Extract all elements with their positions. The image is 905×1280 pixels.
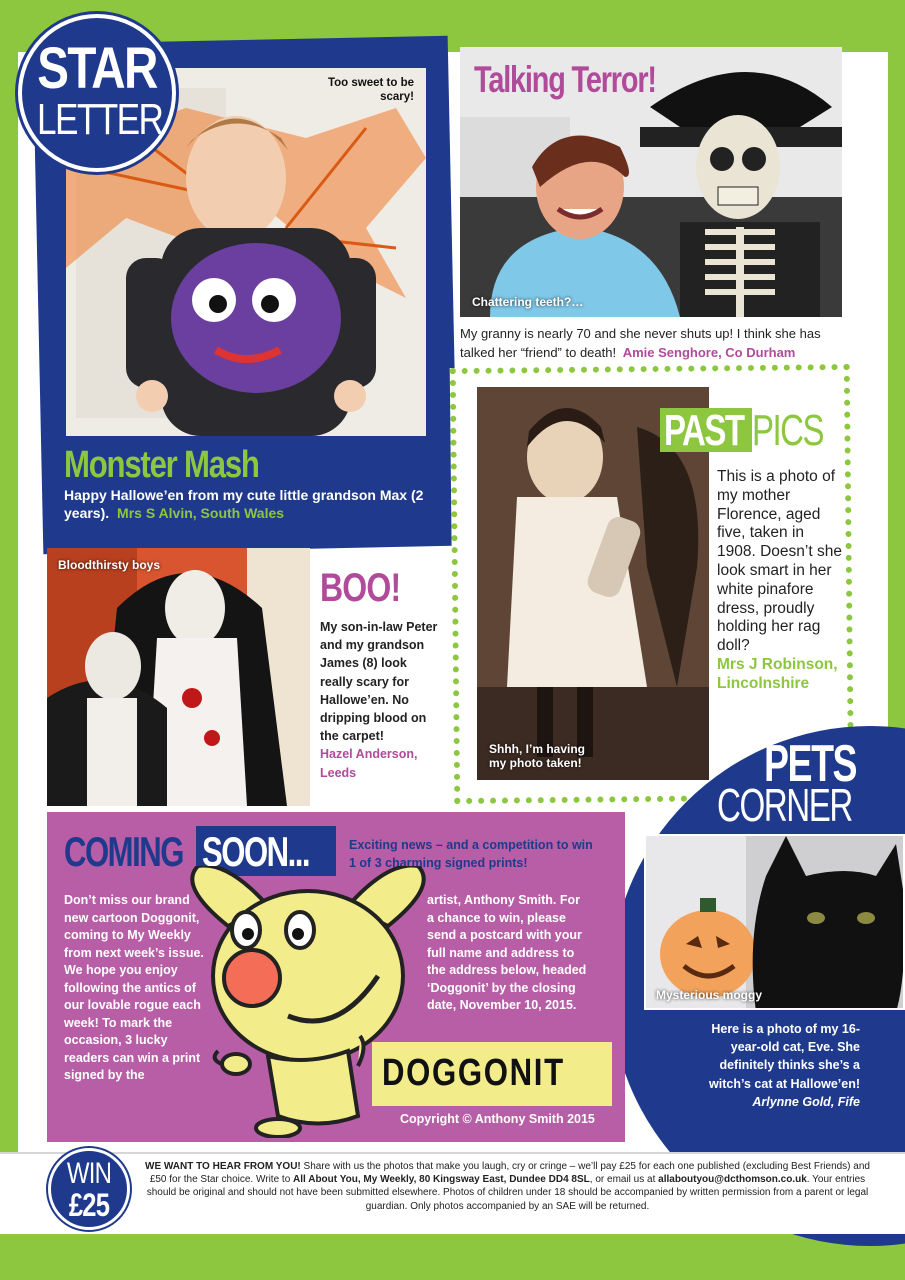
star-letter-title: Monster Mash	[64, 444, 259, 486]
coming-soon-title-b: SOON...	[202, 828, 310, 875]
coming-soon-tagline: Exciting news – and a competition to win 1 of 3 charming signed prints!	[349, 838, 593, 870]
past-pics-body	[717, 468, 845, 694]
talking-terror-body	[460, 324, 850, 362]
footer-text-part2: , or email us at	[589, 1174, 659, 1186]
star-letter-badge	[18, 14, 176, 172]
win-badge-line2: £25	[68, 1187, 110, 1223]
footer-text-part3: . Your entries should be original and should not have been submitted elsewhere. Photos of children under 18 should be accompanied by written permission from a parent or legal guardian. Only photos accompanied by an SAE will be returned.	[146, 1174, 869, 1212]
win-badge-line1: WIN	[66, 1157, 112, 1190]
coming-soon-right-text: artist, Anthony Smith. For a chance to win, please send a postcard with your full name and address to the address below, headed ‘Doggonit’ by the closing date, November 10, 2015.	[427, 893, 587, 1012]
boo-credit: Hazel Anderson, Leeds	[320, 747, 418, 780]
footer-headline: WE WANT TO HEAR FROM YOU!	[145, 1161, 301, 1172]
boo-body	[320, 618, 442, 782]
talking-terror-credit: Amie Senghore, Co Durham	[622, 345, 796, 360]
pets-corner-photo-caption: Mysterious moggy	[656, 988, 763, 1002]
past-pics-caption-line1: Shhh, I’m having	[489, 742, 586, 756]
star-letter-body	[64, 486, 434, 522]
past-pics-caption-line2: my photo taken!	[489, 756, 582, 770]
past-pics-text: This is a photo of my mother Florence, aged five, taken in 1908. Doesn’t she look smart in her white pinafore dress, proudly holding her rag doll?	[717, 468, 842, 655]
talking-terror-title: Talking Terror!	[474, 59, 656, 100]
coming-soon-title-a: COMING	[64, 828, 183, 875]
boo-photo-caption: Bloodthirsty boys	[58, 558, 161, 572]
boo-photo	[47, 548, 310, 806]
star-letter-text: Happy Hallowe’en from my cute little grandson Max (2 years).	[64, 487, 424, 521]
pets-corner-title-line1: PETS	[764, 735, 857, 793]
pets-corner-text: Here is a photo of my 16-year-old cat, Eve. She definitely thinks she’s a witch’s cat at Hallowe’en!	[709, 1022, 860, 1091]
boo-title: BOO!	[320, 566, 401, 610]
badge-letter-text: LETTER	[37, 95, 163, 144]
pets-corner-title-line2: CORNER	[717, 779, 852, 831]
talking-terror-text: My granny is nearly 70 and she never shuts up! I think she has talked her “friend” to death!	[460, 326, 821, 360]
past-pics-title-bold: PAST	[664, 406, 744, 455]
talking-terror-photo	[460, 47, 842, 317]
doggonit-logo: DOGGONIT	[382, 1052, 565, 1094]
footer-text	[140, 1160, 875, 1213]
coming-soon-left-text: Don’t miss our brand new cartoon Doggonit, coming to My Weekly from next week’s issue. We hope you enjoy following the antics of our lovable rogue each week! To mark the occasion, 3 lucky readers can win a print signed by the	[64, 893, 204, 1082]
footer-text-part1: Share with us the photos that make you laugh, cry or cringe – we’ll pay £25 for each one published (excluding Best Friends) and £50 for the Star choice. Write to	[149, 1161, 870, 1186]
footer-address: All About You, My Weekly, 80 Kingsway East, Dundee DD4 8SL	[293, 1174, 590, 1186]
star-letter-photo-caption: Too sweet to be scary!	[327, 77, 414, 103]
pets-corner-photo	[644, 834, 905, 1010]
badge-star-text: STAR	[37, 36, 157, 101]
star-letter-credit: Mrs S Alvin, South Wales	[117, 505, 285, 521]
doggonit-copyright: Copyright © Anthony Smith 2015	[400, 1112, 595, 1126]
pets-corner-credit: Arlynne Gold, Fife	[752, 1094, 860, 1109]
boo-text: My son-in-law Peter and my grandson James (8) look really scary for Hallowe’en. No dripping blood on the carpet!	[320, 620, 438, 744]
past-pics-title-light: PICS	[752, 406, 824, 455]
footer-email[interactable]: allaboutyou@dcthomson.co.uk	[658, 1174, 807, 1186]
pets-corner-body	[700, 1020, 860, 1111]
talking-terror-photo-caption: Chattering teeth?…	[472, 295, 584, 309]
past-pics-credit: Mrs J Robinson, Lincolnshire	[717, 655, 838, 692]
win-badge	[48, 1148, 130, 1230]
past-pics-photo-caption	[489, 742, 585, 770]
